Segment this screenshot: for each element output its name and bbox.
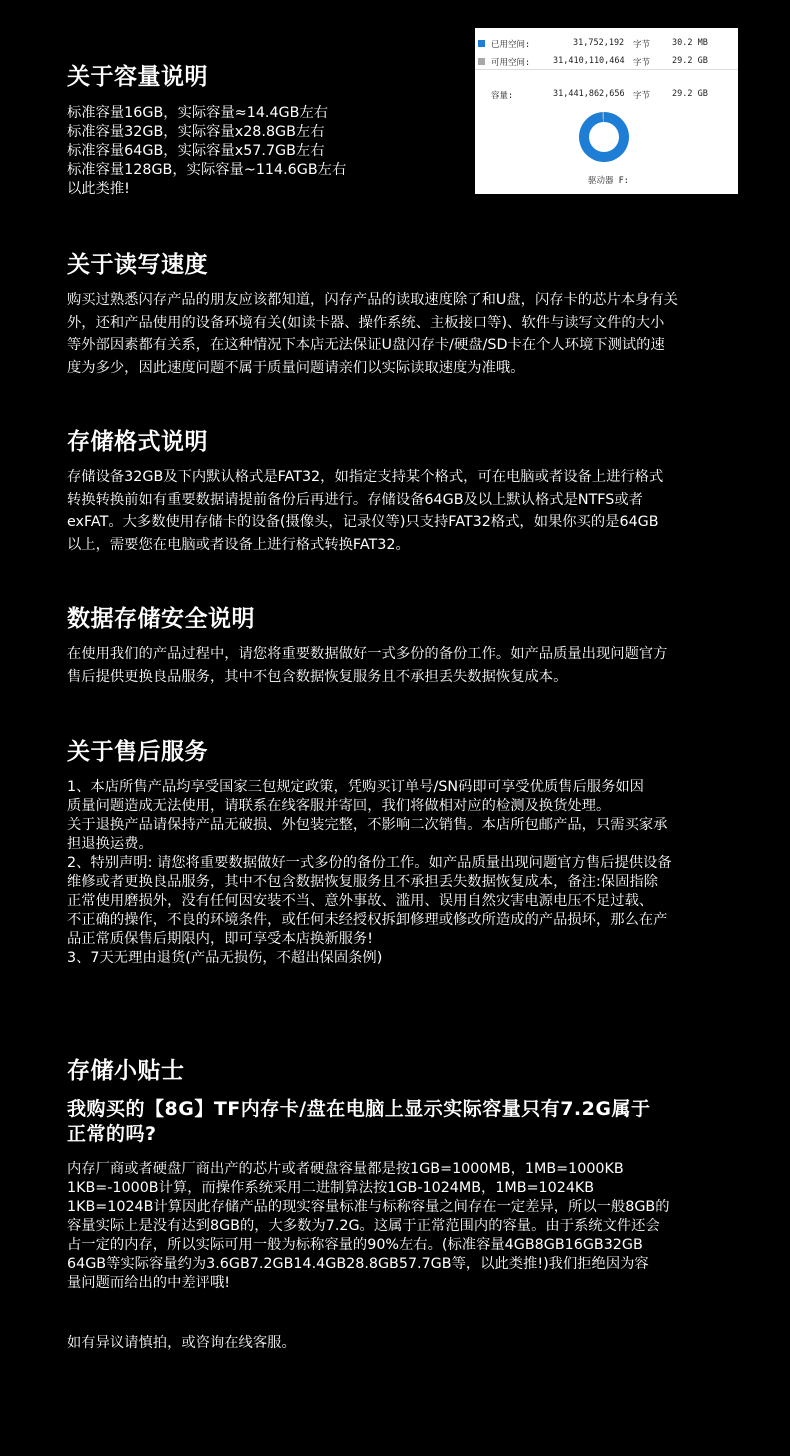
format-title: 存储格式说明 [67,429,208,455]
tips-question: 我购买的【8G】TF内存卡/盘在电脑上显示实际容量只有7.2G属于正常的吗? [67,1098,651,1145]
service-title: 关于售后服务 [67,739,208,765]
security-text: 在使用我们的产品过程中，请您将重要数据做好一式多份的备份工作。如产品质量出现问题官方 售后提供更换良品服务，其中不包含数据恢复服务且不承担丢失数据恢复成本。 [67,646,668,685]
drive-label: 驱动器 F: [588,176,629,186]
used-color-swatch [478,40,485,47]
free-color-swatch [478,58,485,65]
capacity-ring-chart [579,112,629,162]
tips-title: 存储小贴士 [67,1058,185,1084]
free-space-row: 可用空间: 31,410,110,464 字节 29.2 GB [475,55,738,69]
security-title: 数据存储安全说明 [67,606,255,632]
format-text: 存储设备32GB及下内默认格式是FAT32，如指定支持某个格式，可在电脑或者设备上进行格式 转换转换前如有重要数据请提前备份后再进行。存储设备64GB及以上默认格式是NTFS或者 exFAT。大多数使用存储卡的设备(摄像头，记录仪等)只支持FAT32格式，如果你买的是64GB 以上，需要您在电脑或者设备上进行格式转换FAT32。 [67,469,664,553]
tips-footer: 如有异议请慎拍，或咨询在线客服。 [67,1335,296,1351]
disk-properties-image [475,28,738,194]
service-text: 1、本店所售产品均享受国家三包规定政策，凭购买订单号/SN码即可享受优质售后服务如因 质量问题造成无法使用，请联系在线客服并寄回，我们将做相对应的检测及换货处理。 关于退换产品请保持产品无破损、外包装完整，不影响二次销售。本店所包邮产品，只需买家承 担退换运费。 2、特别声明: 请您将重要数据做好一式多份的备份工作。如产品质量出现问题官方售后提供设备 维修或者更换良品服务，其中不包含数据恢复服务且不承担丢失数据恢复成本，备注:保固指除 正常使用磨损外，没有任何因安装不当、意外事故、滥用、误用自然灾害电源电压不足过载、 不正确的操作，不良的环境条件，或任何未经授权拆卸修理或修改所造成的产品损坏，那么在产 品正常质保售后期限内，即可享受本店换新服务! 3、7天无理由退货(产品无损伤，不超出保固条例) [67,779,672,966]
divider [475,69,738,70]
tips-text: 内存厂商或者硬盘厂商出产的芯片或者硬盘容量都是按1GB=1000MB，1MB=1000KB 1KB=-1000B计算，而操作系统采用二进制算法按1GB-1024MB，1MB=1024KB 1KB=1024B计算因此存储产品的现实容量标准与标称容量之间存在一定差异，所以一般8GB的 容量实际上是没有达到8GB的，大多数为7.2G。这属于正常范围内的容量。由于系统文件还会 占一定的内存，所以实际可用一般为标称容量的90%左右。(标准容量4GB8GB16GB32GB 64GB等实际容量约为3.6GB7.2GB14.4GB28.8GB57.7GB等，以此类推!)我们拒绝因为容 量问题而给出的中差评哦! [67,1161,670,1291]
capacity-text: 标准容量16GB，实际容量≈14.4GB左右 标准容量32GB，实际容量x28.8GB左右 标准容量64GB，实际容量x57.7GB左右 标准容量128GB，实际容量~114.6GB左右 以此类推! [67,105,347,197]
capacity-title: 关于容量说明 [67,64,208,90]
speed-title: 关于读写速度 [67,252,208,278]
used-space-row: 已用空间: 31,752,192 字节 30.2 MB [475,37,738,51]
speed-text: 购买过熟悉闪存产品的朋友应该都知道，闪存产品的读取速度除了和U盘，闪存卡的芯片本身有关 外，还和产品使用的设备环境有关(如读卡器、操作系统、主板接口等)、软件与读写文件的大小 等外部因素都有关系，在这种情况下本店无法保证U盘闪存卡/硬盘/SD卡在个人环境下测试的速 度为多少，因此速度问题不属于质量问题请亲们以实际读取速度为准哦。 [67,292,678,376]
capacity-row: 容量: 31,441,862,656 字节 29.2 GB [491,89,708,101]
